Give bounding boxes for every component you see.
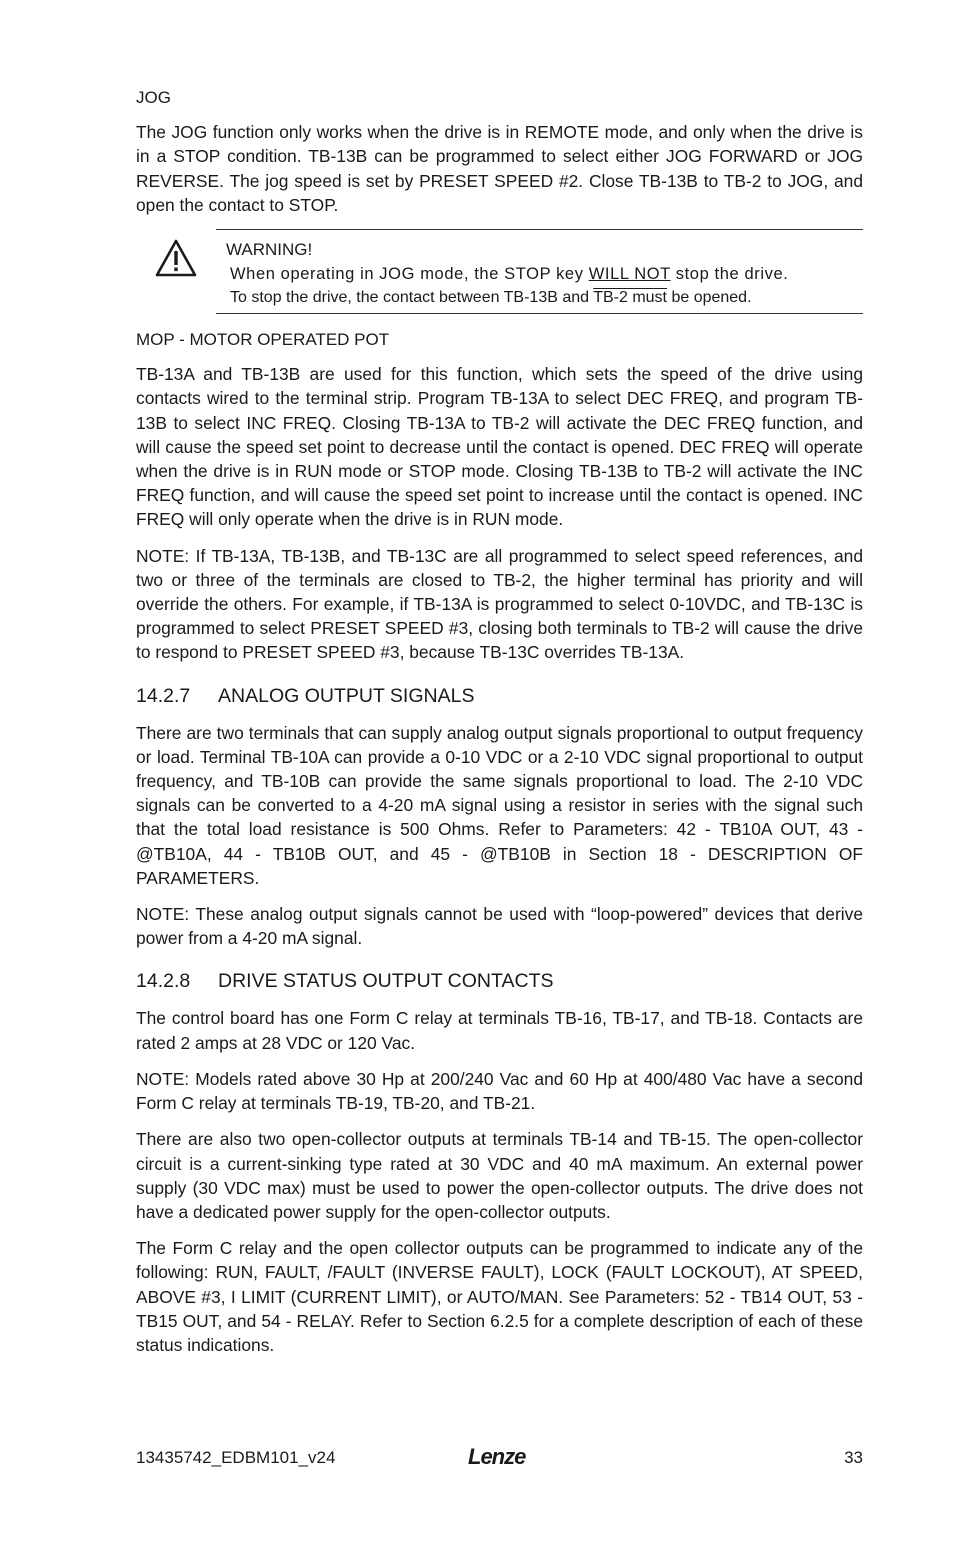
tb2-overline: TB-2 must (593, 289, 667, 307)
jog-label: JOG (136, 88, 171, 107)
status-note-paragraph: NOTE: Models rated above 30 Hp at 200/240 Vac and 60 Hp at 400/480 Vac have a second Form C relay at terminals TB-19, TB-20, and TB-21. (136, 1068, 863, 1114)
mop-note-paragraph: NOTE: If TB-13A, TB-13B, and TB-13C are all programmed to select speed references, and two or three of the terminals are closed to TB-2, the higher terminal has priority and will override the others. For example, if TB-13A is programmed to select 0-10VDC, and TB-13C is programmed to select PRESET SPEED #3, closing both terminals to TB-2 will cause the drive to respond to PRESET SPEED #3, because TB-13C overrides TB-13A. (136, 545, 863, 663)
page-footer (136, 1446, 863, 1476)
page-content (136, 86, 863, 1369)
analog-note-paragraph: NOTE: These analog output signals cannot be used with “loop-powered” devices that derive power from a 4-20 mA signal. (136, 904, 863, 949)
status-paragraph-3: There are also two open-collector outputs at terminals TB-14 and TB-15. The open-collector circuit is a current-sinking type rated at 30 VDC and 40 mA maximum. An external power supply (30 VDC max) must be used to power the open-collector outputs. The drive does not have a dedicated power supply for the open-collector outputs. (136, 1129, 863, 1222)
section-heading-analog (136, 683, 863, 709)
mop-label: MOP - MOTOR OPERATED POT (136, 330, 390, 350)
document-id: 13435742_EDBM101_v24 (136, 1448, 336, 1467)
warning-title: WARNING! (226, 240, 313, 260)
section-number: 14.2.8 (136, 970, 191, 993)
lenze-logo: Lenze (468, 1444, 526, 1469)
section-title: DRIVE STATUS OUTPUT CONTACTS (218, 970, 554, 993)
section-number: 14.2.7 (136, 684, 191, 707)
warning-line-2: To stop the drive, the contact between TB-13B and TB-2 must be opened. (230, 289, 752, 307)
page-number: 33 (844, 1448, 863, 1467)
section-heading-status (136, 968, 863, 994)
warning-box (216, 229, 863, 314)
will-not-emphasis: WILL NOT (588, 265, 671, 284)
analog-paragraph-1: There are two terminals that can supply analog output signals proportional to output frequency or load. Terminal TB-10A can provide a 0-10 VDC or a 2-10 VDC signal proportional to output frequency, and TB-10B can provide the same signals proportional to load. The 2-10 VDC signals can be converted to a 4-20 mA signal using a resistor in series with the signal such that the total load resistance is 500 Ohms. Refer to Parameters: 42 - TB10A OUT, 43 - @TB10A, 44 - TB10B OUT, and 45 - @TB10B in Section 18 - DESCRIPTION OF PARAMETERS. (136, 722, 863, 888)
jog-paragraph: The JOG function only works when the drive is in REMOTE mode, and only when the drive is in a STOP condition. TB-13B can be programmed to select either JOG FORWARD or JOG REVERSE. The jog speed is set by PRESET SPEED #2. Close TB-13B to TB-2 to JOG, and open the contact to STOP. (136, 122, 863, 215)
status-paragraph-1: The control board has one Form C relay at terminals TB-16, TB-17, and TB-18. Contacts are rated 2 amps at 28 VDC or 120 Vac. (136, 1008, 863, 1053)
warning-triangle-icon (154, 238, 198, 278)
mop-paragraph-1: TB-13A and TB-13B are used for this function, which sets the speed of the drive using contacts wired to the terminal strip. Program TB-13A to select DEC FREQ, and program TB-13B to select INC FREQ. Closing TB-13A to TB-2 will activate the DEC FREQ function, and will cause the speed set point to decrease until the contact is opened. DEC FREQ will operate when the drive is in RUN mode or STOP mode. Closing TB-13B to TB-2 will activate the INC FREQ function, and will cause the speed set point to increase until the contact is opened. INC FREQ will only operate when the drive is in RUN mode. (136, 364, 863, 530)
section-title: ANALOG OUTPUT SIGNALS (218, 684, 475, 707)
status-paragraph-4: The Form C relay and the open collector outputs can be programmed to indicate any of the following: RUN, FAULT, /FAULT (INVERSE FAULT), LOCK (FAULT LOCKOUT), AT SPEED, ABOVE #3, I LIMIT (CURRENT LIMIT), or AUTO/MAN. See Parameters: 52 - TB14 OUT, 53 - TB15 OUT, and 54 - RELAY. Refer to Section 6.2.5 for a complete description of each of these status indications. (136, 1238, 863, 1355)
warning-line-1: When operating in JOG mode, the STOP key WILL NOT stop the drive. (230, 265, 789, 284)
